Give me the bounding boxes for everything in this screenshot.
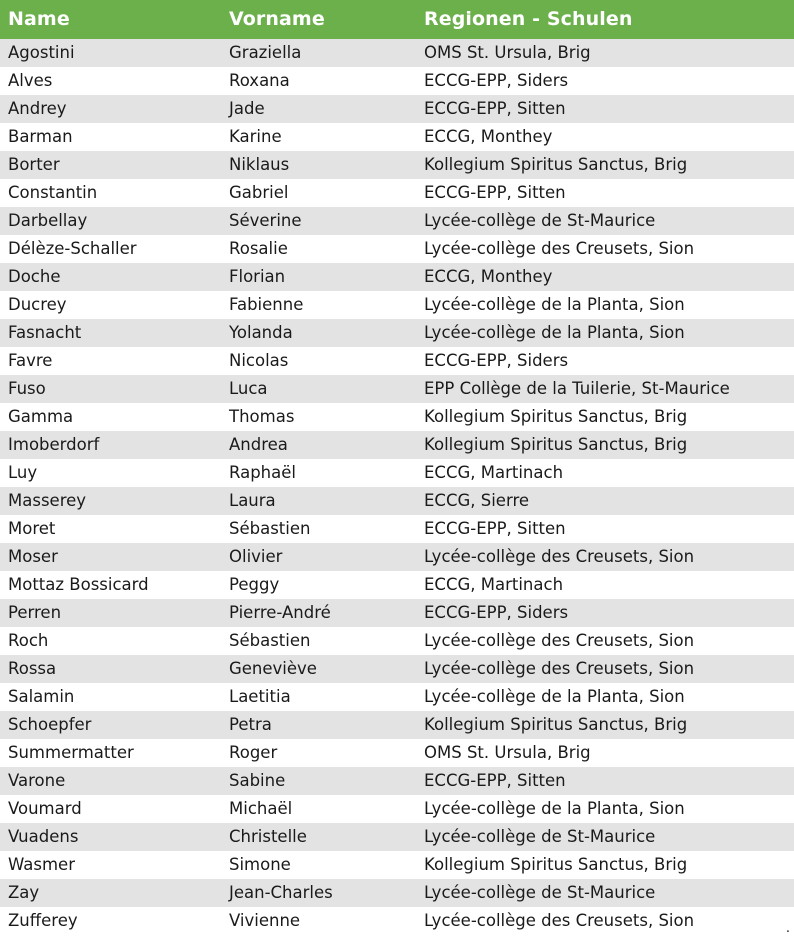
cell-region: Lycée-collège des Creusets, Sion <box>416 627 794 655</box>
footer-mark: . <box>785 921 790 936</box>
cell-name: Varone <box>0 767 221 795</box>
cell-vorname: Vivienne <box>221 907 416 935</box>
cell-name: Gamma <box>0 403 221 431</box>
cell-name: Doche <box>0 263 221 291</box>
cell-vorname: Andrea <box>221 431 416 459</box>
cell-vorname: Gabriel <box>221 179 416 207</box>
cell-region: ECCG-EPP, Siders <box>416 599 794 627</box>
table-row <box>0 543 794 571</box>
cell-name: Salamin <box>0 683 221 711</box>
cell-region: ECCG-EPP, Siders <box>416 347 794 375</box>
cell-name: Imoberdorf <box>0 431 221 459</box>
cell-name: Barman <box>0 123 221 151</box>
table-row <box>0 207 794 235</box>
cell-vorname: Geneviève <box>221 655 416 683</box>
table-row <box>0 347 794 375</box>
cell-region: ECCG, Sierre <box>416 487 794 515</box>
table-row <box>0 487 794 515</box>
table-row <box>0 599 794 627</box>
cell-region: Lycée-collège de la Planta, Sion <box>416 291 794 319</box>
table-row <box>0 39 794 67</box>
cell-name: Agostini <box>0 39 221 67</box>
table-row <box>0 459 794 487</box>
cell-region: ECCG, Monthey <box>416 263 794 291</box>
cell-region: ECCG, Martinach <box>416 459 794 487</box>
cell-vorname: Sabine <box>221 767 416 795</box>
cell-vorname: Sébastien <box>221 515 416 543</box>
cell-vorname: Jade <box>221 95 416 123</box>
table-row <box>0 403 794 431</box>
cell-region: Lycée-collège des Creusets, Sion <box>416 235 794 263</box>
cell-region: Kollegium Spiritus Sanctus, Brig <box>416 151 794 179</box>
cell-vorname: Graziella <box>221 39 416 67</box>
cell-region: Kollegium Spiritus Sanctus, Brig <box>416 851 794 879</box>
cell-name: Wasmer <box>0 851 221 879</box>
cell-region: Lycée-collège de la Planta, Sion <box>416 795 794 823</box>
cell-vorname: Luca <box>221 375 416 403</box>
cell-vorname: Séverine <box>221 207 416 235</box>
table-row <box>0 879 794 907</box>
cell-vorname: Florian <box>221 263 416 291</box>
cell-region: Lycée-collège des Creusets, Sion <box>416 655 794 683</box>
cell-name: Summermatter <box>0 739 221 767</box>
table-row <box>0 235 794 263</box>
table-row <box>0 263 794 291</box>
table-row <box>0 851 794 879</box>
table-row <box>0 179 794 207</box>
cell-name: Zay <box>0 879 221 907</box>
cell-region: OMS St. Ursula, Brig <box>416 39 794 67</box>
cell-region: Lycée-collège de St-Maurice <box>416 879 794 907</box>
cell-vorname: Raphaël <box>221 459 416 487</box>
cell-name: Délèze-Schaller <box>0 235 221 263</box>
cell-name: Darbellay <box>0 207 221 235</box>
cell-name: Zufferey <box>0 907 221 935</box>
table-row <box>0 711 794 739</box>
cell-vorname: Fabienne <box>221 291 416 319</box>
table-row <box>0 515 794 543</box>
cell-region: Lycée-collège de St-Maurice <box>416 823 794 851</box>
cell-name: Moser <box>0 543 221 571</box>
cell-region: Kollegium Spiritus Sanctus, Brig <box>416 711 794 739</box>
cell-name: Fuso <box>0 375 221 403</box>
cell-vorname: Nicolas <box>221 347 416 375</box>
cell-name: Rossa <box>0 655 221 683</box>
cell-region: OMS St. Ursula, Brig <box>416 739 794 767</box>
cell-region: Lycée-collège de St-Maurice <box>416 207 794 235</box>
table-row <box>0 291 794 319</box>
cell-vorname: Yolanda <box>221 319 416 347</box>
cell-name: Vuadens <box>0 823 221 851</box>
cell-region: ECCG-EPP, Sitten <box>416 95 794 123</box>
cell-vorname: Rosalie <box>221 235 416 263</box>
cell-vorname: Peggy <box>221 571 416 599</box>
cell-region: Lycée-collège des Creusets, Sion <box>416 543 794 571</box>
cell-vorname: Laura <box>221 487 416 515</box>
cell-region: ECCG-EPP, Sitten <box>416 515 794 543</box>
cell-vorname: Niklaus <box>221 151 416 179</box>
cell-vorname: Pierre-André <box>221 599 416 627</box>
cell-vorname: Sébastien <box>221 627 416 655</box>
cell-name: Andrey <box>0 95 221 123</box>
table-row <box>0 319 794 347</box>
cell-region: ECCG, Martinach <box>416 571 794 599</box>
cell-region: Lycée-collège des Creusets, Sion <box>416 907 794 935</box>
cell-name: Moret <box>0 515 221 543</box>
cell-vorname: Roxana <box>221 67 416 95</box>
table-row <box>0 571 794 599</box>
table-row <box>0 795 794 823</box>
table-row <box>0 123 794 151</box>
cell-vorname: Christelle <box>221 823 416 851</box>
table-row <box>0 683 794 711</box>
cell-name: Mottaz Bossicard <box>0 571 221 599</box>
table-body <box>0 39 794 935</box>
table-row <box>0 767 794 795</box>
cell-name: Roch <box>0 627 221 655</box>
cell-region: ECCG-EPP, Sitten <box>416 767 794 795</box>
table-header <box>0 0 794 39</box>
table-header-row <box>0 0 794 39</box>
cell-region: Kollegium Spiritus Sanctus, Brig <box>416 431 794 459</box>
cell-vorname: Roger <box>221 739 416 767</box>
cell-vorname: Petra <box>221 711 416 739</box>
cell-region: ECCG, Monthey <box>416 123 794 151</box>
cell-name: Ducrey <box>0 291 221 319</box>
cell-region: ECCG-EPP, Sitten <box>416 179 794 207</box>
cell-vorname: Karine <box>221 123 416 151</box>
cell-name: Fasnacht <box>0 319 221 347</box>
cell-name: Constantin <box>0 179 221 207</box>
cell-vorname: Thomas <box>221 403 416 431</box>
column-header-name: Name <box>0 0 221 39</box>
table-row <box>0 823 794 851</box>
cell-vorname: Laetitia <box>221 683 416 711</box>
table-row <box>0 739 794 767</box>
cell-name: Alves <box>0 67 221 95</box>
cell-region: Kollegium Spiritus Sanctus, Brig <box>416 403 794 431</box>
cell-name: Voumard <box>0 795 221 823</box>
cell-name: Perren <box>0 599 221 627</box>
cell-region: EPP Collège de la Tuilerie, St-Maurice <box>416 375 794 403</box>
table-row <box>0 151 794 179</box>
cell-vorname: Olivier <box>221 543 416 571</box>
cell-name: Luy <box>0 459 221 487</box>
cell-name: Borter <box>0 151 221 179</box>
column-header-vorname: Vorname <box>221 0 416 39</box>
table-row <box>0 67 794 95</box>
cell-name: Schoepfer <box>0 711 221 739</box>
cell-region: Lycée-collège de la Planta, Sion <box>416 683 794 711</box>
table-row <box>0 375 794 403</box>
cell-vorname: Michaël <box>221 795 416 823</box>
table-row <box>0 95 794 123</box>
cell-vorname: Simone <box>221 851 416 879</box>
cell-region: ECCG-EPP, Siders <box>416 67 794 95</box>
cell-name: Masserey <box>0 487 221 515</box>
column-header-regionen-schulen: Regionen - Schulen <box>416 0 794 39</box>
cell-vorname: Jean-Charles <box>221 879 416 907</box>
cell-region: Lycée-collège de la Planta, Sion <box>416 319 794 347</box>
table-row <box>0 655 794 683</box>
table-row <box>0 431 794 459</box>
table-row <box>0 627 794 655</box>
cell-name: Favre <box>0 347 221 375</box>
table-row <box>0 907 794 935</box>
